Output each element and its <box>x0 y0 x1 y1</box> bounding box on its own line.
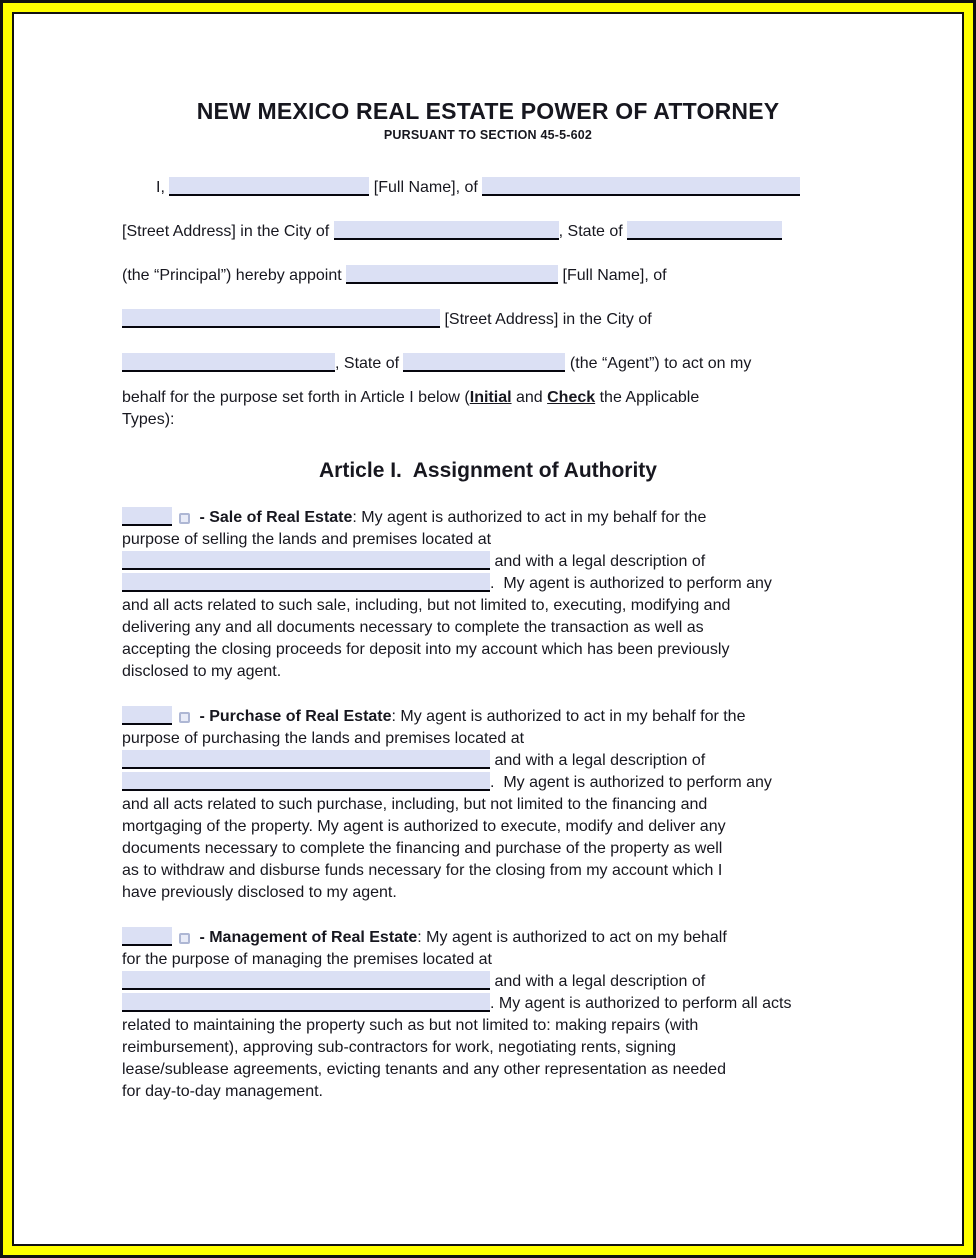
text-line <box>122 529 854 551</box>
sale-of-real-estate-section <box>122 507 854 683</box>
text-line <box>122 551 854 573</box>
principal-city-field[interactable] <box>334 221 559 240</box>
text-line <box>122 1037 854 1059</box>
text-line <box>122 927 854 949</box>
text-run: related to maintaining the property such as but not limited to: making repairs (with <box>122 1017 699 1034</box>
text-run: and all acts related to such sale, including, but not limited to, executing, modifying and <box>122 597 731 614</box>
agent-street-address-field[interactable] <box>122 309 440 328</box>
article-sections <box>122 507 854 1103</box>
text-run: behalf for the purpose set forth in Article I below ( <box>122 389 470 406</box>
text-line <box>122 971 854 993</box>
text-line <box>122 838 854 860</box>
text-run: delivering any and all documents necessary to complete the transaction as well as <box>122 619 704 636</box>
document-subtitle: PURSUANT TO SECTION 45-5-602 <box>383 128 593 142</box>
text-line <box>122 993 854 1015</box>
text-run: for day-to-day management. <box>122 1083 323 1100</box>
text-run: and <box>511 389 548 406</box>
agent-state-field[interactable] <box>403 353 565 372</box>
text-run: mortgaging of the property. My agent is authorized to execute, modify and deliver any <box>122 818 726 835</box>
text-run: . My agent is authorized to perform any <box>490 774 772 791</box>
text-line <box>122 298 854 342</box>
emphasized-term: Check <box>547 389 596 406</box>
text-run: lease/sublease agreements, evicting tenants and any other representation as needed <box>122 1061 726 1078</box>
document-page <box>12 12 964 1246</box>
section-title-text: - Sale of Real Estate <box>195 509 353 526</box>
text-line <box>122 210 854 254</box>
purchase-property-address-field[interactable] <box>122 750 490 769</box>
management-legal-description-field[interactable] <box>122 993 490 1012</box>
text-line <box>122 750 854 772</box>
sale-property-address-field[interactable] <box>122 551 490 570</box>
sale-checkbox[interactable] <box>179 513 190 524</box>
lead-paragraph <box>122 387 854 431</box>
principal-street-address-field[interactable] <box>482 177 800 196</box>
text-line <box>122 816 854 838</box>
text-line <box>122 254 854 298</box>
text-line <box>122 728 854 750</box>
text-line <box>122 1081 854 1103</box>
text-line <box>122 794 854 816</box>
text-line <box>122 387 854 409</box>
text-line <box>122 1059 854 1081</box>
text-run: [Full Name], of <box>369 179 483 196</box>
text-run: Types): <box>122 411 175 428</box>
text-run: for the purpose of managing the premises located at <box>122 951 492 968</box>
text-run: have previously disclosed to my agent. <box>122 884 397 901</box>
text-run: I, <box>156 179 170 196</box>
section-title-text: - Management of Real Estate <box>195 929 418 946</box>
text-line <box>122 507 854 529</box>
text-line <box>122 706 854 728</box>
text-line <box>122 772 854 794</box>
text-run: [Street Address] in the City of <box>122 223 334 240</box>
emphasized-term: Initial <box>469 389 512 406</box>
text-line <box>122 617 854 639</box>
text-line <box>122 1015 854 1037</box>
principal-full-name-field[interactable] <box>169 177 369 196</box>
text-run: [Full Name], of <box>558 267 667 284</box>
principal-state-field[interactable] <box>627 221 782 240</box>
sale-initials-field[interactable] <box>122 507 172 526</box>
document-title: NEW MEXICO REAL ESTATE POWER OF ATTORNEY <box>196 98 780 124</box>
text-line <box>122 409 854 431</box>
text-line <box>122 342 854 386</box>
text-run: [Street Address] in the City of <box>440 311 652 328</box>
agent-city-field[interactable] <box>122 353 335 372</box>
text-line <box>122 882 854 904</box>
text-run: disclosed to my agent. <box>122 663 282 680</box>
opening-paragraph <box>122 166 854 386</box>
text-run: purpose of selling the lands and premises located at <box>122 531 492 548</box>
text-run: documents necessary to complete the financing and purchase of the property as well <box>122 840 723 857</box>
text-run: and with a legal description of <box>490 973 706 990</box>
section-title-text: - Purchase of Real Estate <box>195 708 392 725</box>
text-run: : My agent is authorized to act in my behalf for the <box>352 509 707 526</box>
text-run: (the “Agent”) to act on my <box>565 355 752 372</box>
management-initials-field[interactable] <box>122 927 172 946</box>
text-line <box>122 949 854 971</box>
purchase-of-real-estate-section <box>122 706 854 904</box>
text-run: , State of <box>558 223 628 240</box>
purchase-legal-description-field[interactable] <box>122 772 490 791</box>
management-of-real-estate-section <box>122 927 854 1103</box>
sale-legal-description-field[interactable] <box>122 573 490 592</box>
purchase-initials-field[interactable] <box>122 706 172 725</box>
purchase-checkbox[interactable] <box>179 712 190 723</box>
text-run: purpose of purchasing the lands and premises located at <box>122 730 525 747</box>
text-line <box>122 166 854 210</box>
text-run: (the “Principal”) hereby appoint <box>122 267 347 284</box>
text-run: and with a legal description of <box>490 752 706 769</box>
text-line <box>122 639 854 661</box>
text-line <box>122 661 854 683</box>
text-run: accepting the closing proceeds for deposit into my account which has been previously <box>122 641 730 658</box>
text-run: as to withdraw and disburse funds necessary for the closing from my account which I <box>122 862 723 879</box>
text-run: and all acts related to such purchase, including, but not limited to the financing and <box>122 796 708 813</box>
text-run: . My agent is authorized to perform any <box>490 575 772 592</box>
text-run: . My agent is authorized to perform all acts <box>490 995 792 1012</box>
text-run: : My agent is authorized to act on my behalf <box>417 929 727 946</box>
text-line <box>122 860 854 882</box>
text-line <box>122 595 854 617</box>
management-checkbox[interactable] <box>179 933 190 944</box>
article-heading: Article I. Assignment of Authority <box>319 459 657 482</box>
text-run: , State of <box>335 355 404 372</box>
document-content <box>14 98 962 1103</box>
text-run: : My agent is authorized to act in my behalf for the <box>391 708 746 725</box>
text-run: reimbursement), approving sub-contractors for work, negotiating rents, signing <box>122 1039 677 1056</box>
agent-full-name-field[interactable] <box>346 265 558 284</box>
text-run: the Applicable <box>595 389 700 406</box>
text-run: and with a legal description of <box>490 553 706 570</box>
management-property-address-field[interactable] <box>122 971 490 990</box>
text-line <box>122 573 854 595</box>
